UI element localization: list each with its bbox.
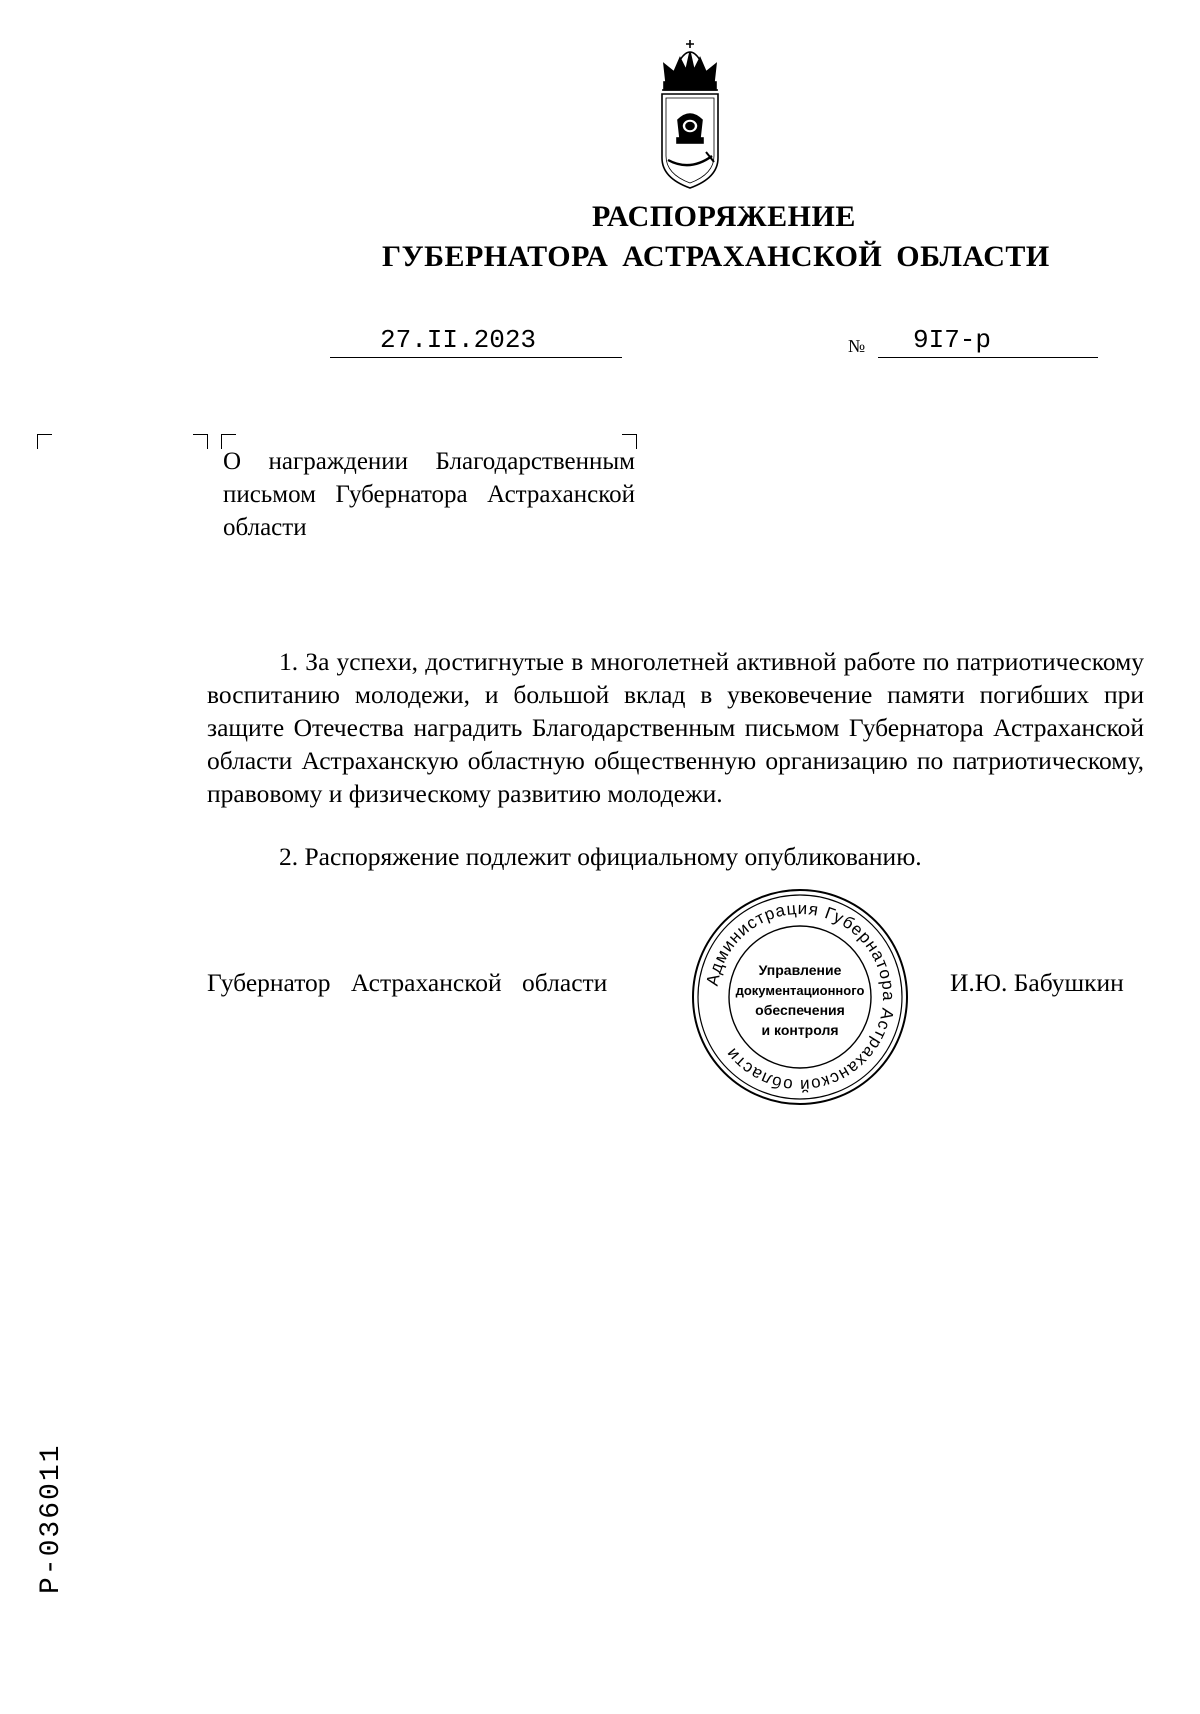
document-issuer: ГУБЕРНАТОРА АСТРАХАНСКОЙ ОБЛАСТИ <box>382 240 1050 273</box>
coat-of-arms-emblem <box>650 38 730 190</box>
number-sign: № <box>848 336 866 356</box>
serial-number-text: Р-036011 <box>36 1443 67 1594</box>
seal-ring-text: Администрация Губернатора Астраханской области <box>702 898 899 1096</box>
signer-name: И.Ю. Бабушкин <box>950 968 1124 997</box>
official-seal <box>690 887 910 1107</box>
seal-center-line: Управление <box>758 962 842 978</box>
seal-center-line: и контроля <box>761 1022 839 1038</box>
body-paragraph-2: 2. Распоряжение подлежит официальному опубликованию. <box>279 842 922 871</box>
subject-corner-mark <box>193 434 208 449</box>
signer-position: Губернатор Астраханской области <box>207 968 608 997</box>
serial-number <box>28 1398 68 1598</box>
date-underline <box>330 357 622 358</box>
body-paragraph-1: 1. За успехи, достигнутые в многолетней активной работе по патриотическому воспитанию молодежи, и большой вклад в увековечение памяти погибших при защите Отечества наградить Благодарственным письмом Губернатора Астраханской области Астраханскую областную общественную организацию по патриотическому, правовому и физическому развитию молодежи. <box>207 647 1144 808</box>
document-date: 27.II.2023 <box>380 325 537 355</box>
number-underline <box>878 357 1098 358</box>
seal-center-line: документационного <box>735 983 865 998</box>
margin-corner-mark <box>37 434 52 449</box>
document-subject: О награждении Благодарственным письмом Губернатора Астраханской области <box>223 448 635 541</box>
document-number: 9I7-р <box>913 325 992 355</box>
document-title: РАСПОРЯЖЕНИЕ <box>592 200 856 233</box>
seal-center-line: обеспечения <box>755 1002 845 1018</box>
